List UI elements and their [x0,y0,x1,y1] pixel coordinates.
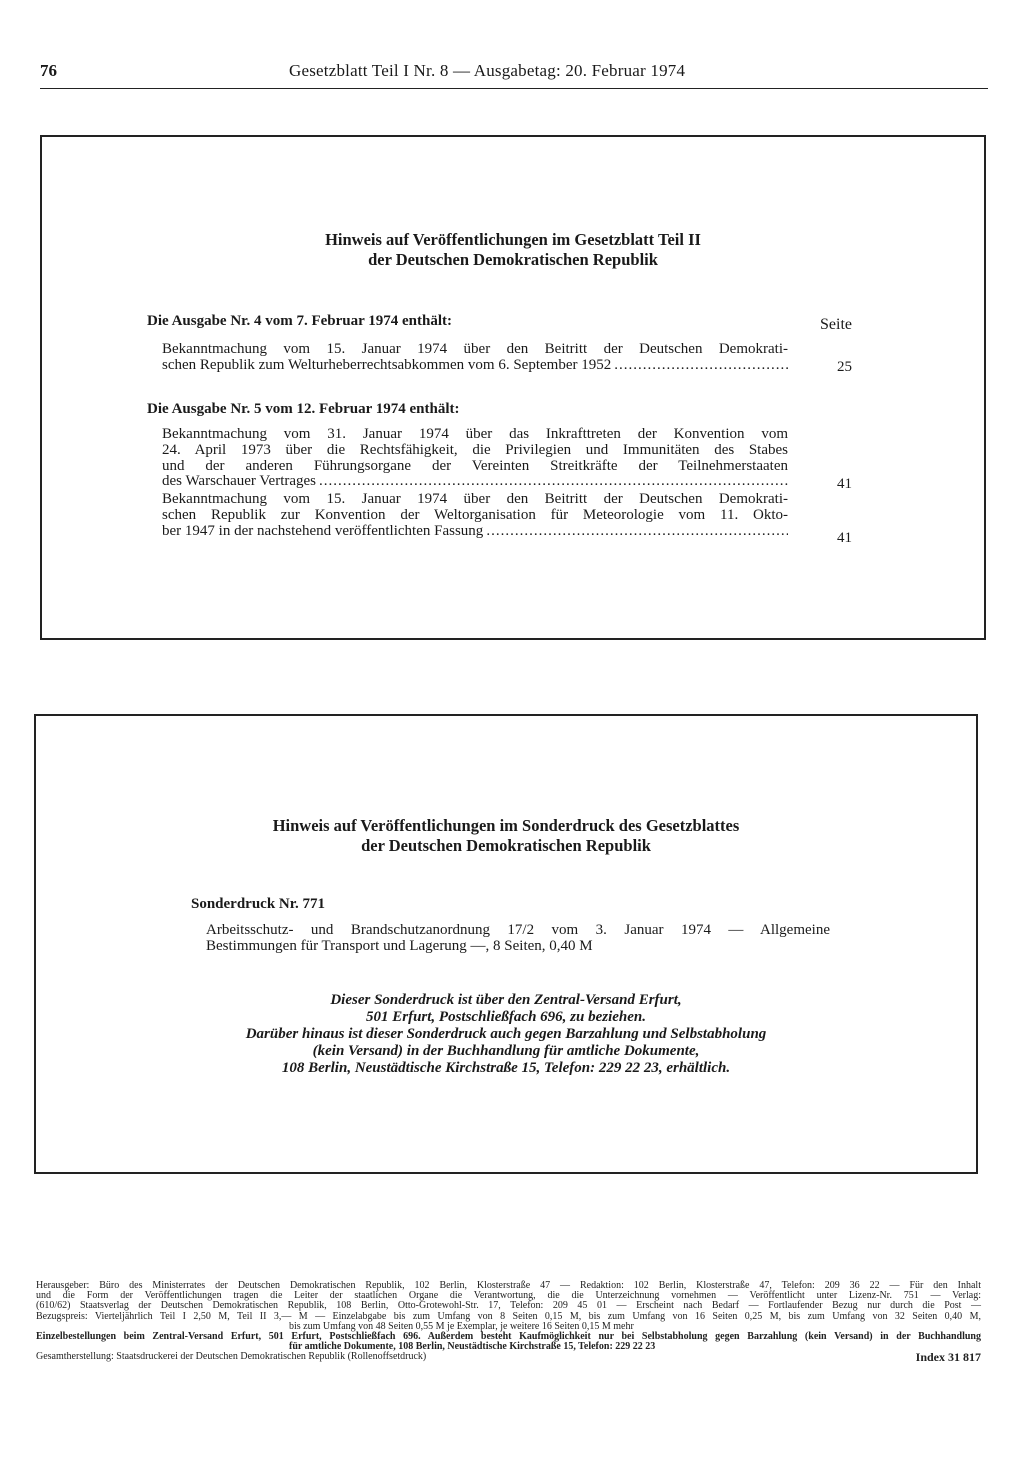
impressum-line: Herausgeber: Büro des Ministerrates der Deutschen Demokratischen Republik, 102 Berlin, Klosterstraße 47 — Redaktion: 102 Berlin, Klosterstraße 47, Telefon: 209 36 22 — Für den Inhalt [36,1280,981,1291]
entry-line: und der anderen Führungsorgane der Vereinten Streitkräfte der Teilnehmerstaaten [162,457,788,474]
entry-leader-line [162,358,788,374]
impressum-last-line [36,1350,981,1365]
impressum-line: Einzelbestellungen beim Zentral-Versand Erfurt, 501 Erfurt, Postschließfach 696. Außerdem besteht Kaufmöglichkeit nur bei Selbstabholung gegen Barzahlung (kein Versand) in der Buchhandlung [36,1331,981,1343]
impressum-line: Gesamtherstellung: Staatsdruckerei der Deutschen Demokratischen Republik (Rollenoffsetdruck) [36,1351,427,1363]
entry-leader-line [162,524,788,540]
impressum-line: Bezugspreis: Vierteljährlich Teil I 2,50 M, Teil II 3,— M — Einzelabgabe bis zum Umfang von 8 Seiten 0,15 M, bis zum Umfang von 16 Seiten 0,25 M, bis zum Umfang von 32 Seiten 0,40 M, [36,1310,981,1322]
entry-line: ber 1947 in der nachstehend veröffentlichten Fassung [162,522,484,539]
page-ref: 25 [837,359,852,375]
notice-line: (kein Versand) in der Buchhandlung für amtliche Dokumente, [312,1043,700,1059]
box2-title-line2: der Deutschen Demokratischen Republik [361,836,651,855]
ordering-notice [36,992,976,1077]
entry-meteorologie [162,492,788,539]
entry-welturheberrecht [162,342,788,374]
entry-line: schen Republik zur Konvention der Weltorganisation für Meteorologie vom 11. Okto- [162,506,788,523]
impressum-line: (610/62) Staatsverlag der Deutschen Demokratischen Republik, 108 Berlin, Otto-Grotewohl-Str. 17, Telefon: 209 45 01 — Erscheint nach Bedarf — Fortlaufender Bezug nur durch die Post — [36,1300,981,1312]
impressum-line: und die Form der Veröffentlichungen tragen die Leiter der staatlichen Organe die Verantwortung, die die Unterzeichnung vornehmen — Veröffentlicht unter Lizenz-Nr. 751 — Verlag: [36,1290,981,1302]
entry-warschauer-vertrag [162,427,788,490]
box1-title [42,230,984,270]
notice-line: Dieser Sonderdruck ist über den Zentral-Versand Erfurt, [330,992,682,1008]
dot-leader [486,524,788,540]
page-ref: 41 [837,476,852,492]
header-rule [40,88,988,89]
impressum-line: für amtliche Dokumente, 108 Berlin, Neustädtische Kirchstraße 15, Telefon: 229 22 23 [289,1341,656,1353]
entry-line: Bekanntmachung vom 31. Januar 1974 über das Inkrafttreten der Konvention vom [162,426,788,442]
box1-title-line2: der Deutschen Demokratischen Republik [368,250,658,269]
page-ref: 41 [837,530,852,546]
entry-line: Arbeitsschutz- und Brandschutzanordnung 17/2 vom 3. Januar 1974 — Allgemeine [206,922,830,938]
dot-leader [614,358,788,374]
issue-heading-nr5: Die Ausgabe Nr. 5 vom 12. Februar 1974 enthält: [147,401,460,417]
entry-line: des Warschauer Vertrages [162,473,317,490]
entry-line: Bestimmungen für Transport und Lagerung —, 8 Seiten, 0,40 M [206,938,593,954]
entry-leader-line [162,474,788,490]
seite-column-label: Seite [820,316,852,333]
notice-line: 108 Berlin, Neustädtische Kirchstraße 15, Telefon: 229 22 23, erhältlich. [281,1060,731,1076]
entry-line: 24. April 1973 über die Rechtsfähigkeit, die Privilegien und Immunitäten des Stabes [162,441,788,458]
box2-title-line1: Hinweis auf Veröffentlichungen im Sonderdruck des Gesetzblattes [272,816,740,835]
box1-title-line1: Hinweis auf Veröffentlichungen im Gesetzblatt Teil II [325,230,701,249]
sonderdruck-notice-box [34,714,978,1174]
index-number: Index 31 817 [915,1350,981,1365]
entry-line: schen Republik zum Welturheberrechtsabkommen vom 6. September 1952 [162,356,612,373]
sonderdruck-heading: Sonderdruck Nr. 771 [191,896,326,912]
running-title: Gesetzblatt Teil I Nr. 8 — Ausgabetag: 20. Februar 1974 [289,61,686,80]
page-number: 76 [40,61,57,80]
notice-line: 501 Erfurt, Postschließfach 696, zu beziehen. [365,1009,647,1025]
box2-title [36,816,976,856]
dot-leader [319,474,788,490]
impressum-line: bis zum Umfang von 48 Seiten 0,55 M je Exemplar, je weitere 16 Seiten 0,15 M mehr [289,1320,634,1332]
notice-line: Darüber hinaus ist dieser Sonderdruck auch gegen Barzahlung und Selbstabholung [245,1026,767,1042]
entry-line: Bekanntmachung vom 15. Januar 1974 über den Beitritt der Deutschen Demokrati- [162,341,788,357]
impressum [36,1281,981,1363]
entry-line: Bekanntmachung vom 15. Januar 1974 über den Beitritt der Deutschen Demokrati- [162,491,788,507]
gesetzblatt-teil-ii-notice-box [40,135,986,640]
sonderdruck-entry [206,922,830,954]
issue-heading-nr4: Die Ausgabe Nr. 4 vom 7. Februar 1974 enthält: [147,313,452,329]
